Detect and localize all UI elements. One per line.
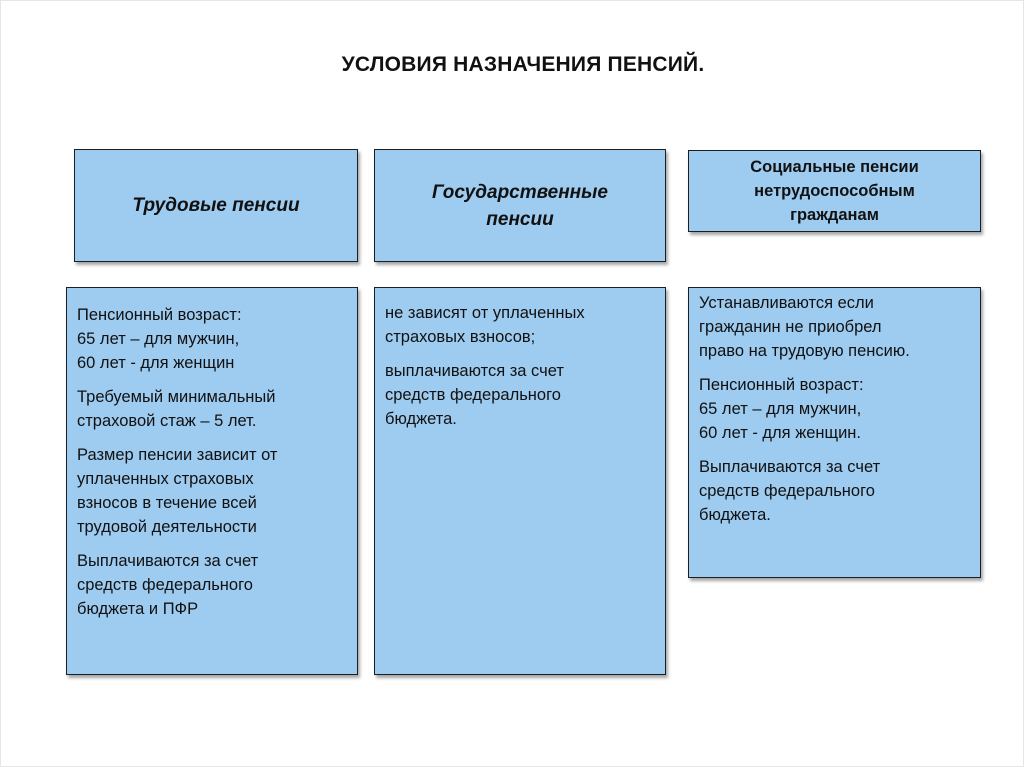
condition-funding-source: Выплачиваются за счет средств федерального бюджета. xyxy=(699,458,881,524)
condition-funding-source: Выплачиваются за счет средств федерального бюджета и ПФР xyxy=(77,552,259,618)
header-labor-pensions-text: Трудовые пенсии xyxy=(132,195,300,216)
slide-title: УСЛОВИЯ НАЗНАЧЕНИЯ ПЕНСИЙ. xyxy=(341,53,705,76)
header-state-pensions-text: Государственные пенсии xyxy=(432,181,608,230)
condition-funding-source: выплачиваются за счет средств федерального бюджета. xyxy=(385,362,564,428)
conditions-state-pensions xyxy=(374,287,666,675)
header-social-pensions xyxy=(688,150,981,232)
conditions-social-pensions xyxy=(688,287,981,578)
condition-pension-amount: Размер пенсии зависит от уплаченных страховых взносов в течение всей трудовой деятельности xyxy=(77,446,278,536)
condition-min-insurance-period: Требуемый минимальный страховой стаж – 5 лет. xyxy=(77,388,276,430)
condition-eligibility: Устанавливаются если гражданин не приобрел право на трудовую пенсию. xyxy=(699,294,910,360)
condition-independence: не зависят от уплаченных страховых взносов; xyxy=(385,304,585,346)
header-state-pensions xyxy=(374,149,666,262)
conditions-labor-pensions xyxy=(66,287,358,675)
header-social-pensions-text: Социальные пенсии нетрудоспособным гражданам xyxy=(750,158,919,224)
condition-retirement-age: Пенсионный возраст: 65 лет – для мужчин, 60 лет - для женщин xyxy=(77,306,242,372)
condition-retirement-age: Пенсионный возраст: 65 лет – для мужчин, 60 лет - для женщин. xyxy=(699,376,864,442)
header-labor-pensions xyxy=(74,149,358,262)
